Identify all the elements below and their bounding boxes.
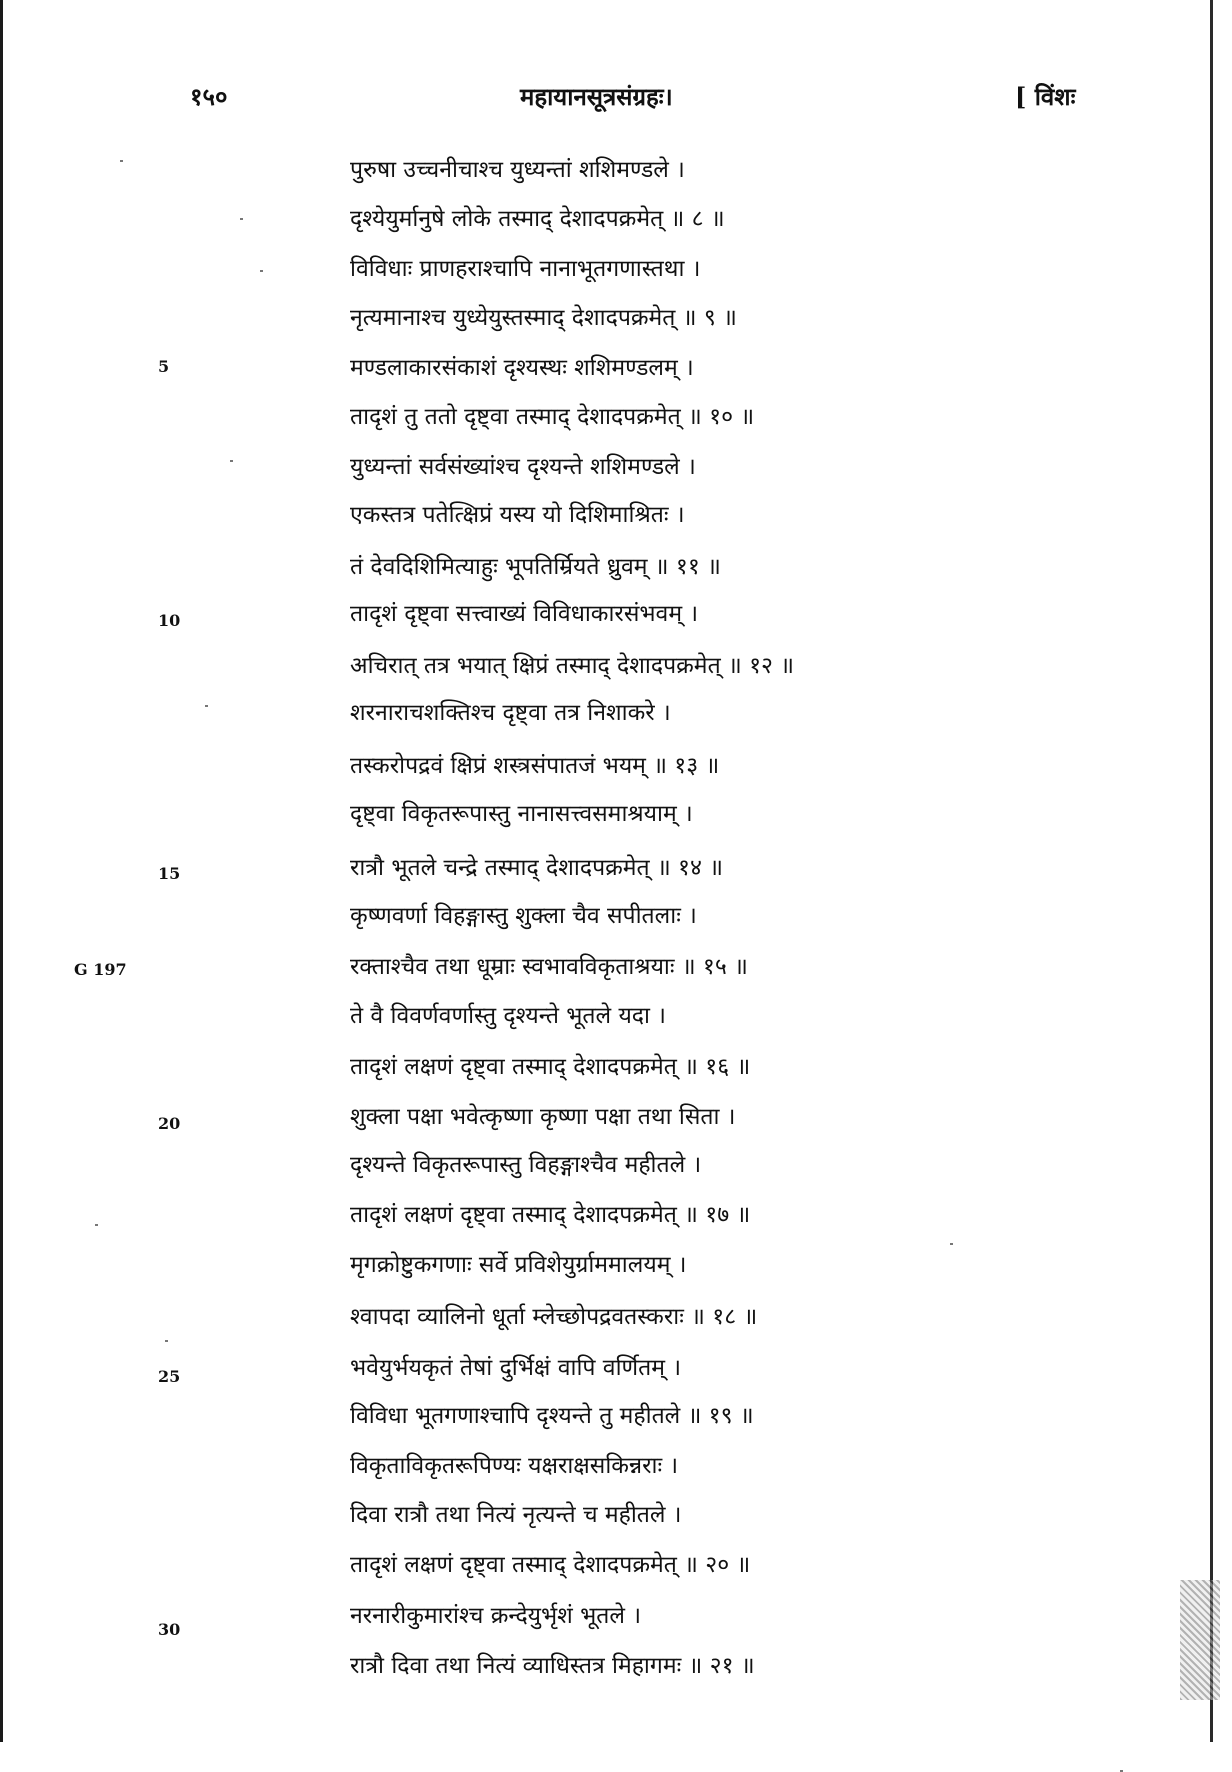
verse-line: कृष्णवर्णा विहङ्गास्तु शुक्ला चैव सपीतलाः । [350,903,697,929]
verse-line: तादृशं लक्षणं दृष्ट्वा तस्माद् देशादपक्रमेत् ॥ १७ ॥ [350,1202,751,1228]
verse-line: भवेयुर्भयकृतं तेषां दुर्भिक्षं वापि वर्णितम् । [350,1355,682,1381]
scan-speck [950,1243,953,1245]
verse-line: विविधाः प्राणहराश्चापि नानाभूतगणास्तथा । [350,256,701,282]
verse-line: पुरुषा उच्चनीचाश्च युध्यन्तां शशिमण्डले । [350,157,685,183]
scan-noise [1180,1580,1220,1700]
verse-line: नरनारीकुमारांश्च क्रन्देयुर्भृशं भूतले । [350,1603,642,1629]
verse-line: दिवा रात्रौ तथा नित्यं नृत्यन्ते च महीतले । [350,1502,682,1528]
verse-line: शरनाराचशक्तिश्च दृष्ट्वा तत्र निशाकरे । [350,700,671,726]
verse-line: मृगक्रोष्टुकगणाः सर्वे प्रविशेयुर्ग्राममालयम् । [350,1252,687,1278]
running-title: महायानसूत्रसंग्रहः। [520,82,673,111]
verse-line: रक्ताश्चैव तथा धूम्राः स्वभावविकृताश्रयाः ॥ १५ ॥ [350,954,748,980]
verse-line: नृत्यमानाश्च युध्येयुस्तस्माद् देशादपक्रमेत् ॥ ९ ॥ [350,305,737,331]
margin-line-number: 20 [158,1114,181,1133]
scan-speck [240,218,243,220]
verse-line: तादृशं तु ततो दृष्ट्वा तस्माद् देशादपक्रमेत् ॥ १० ॥ [350,404,755,430]
verse-line: दृश्यन्ते विकृतरूपास्तु विहङ्गाश्चैव महीतले । [350,1152,702,1178]
verse-line: एकस्तत्र पतेत्क्षिप्रं यस्य यो दिशिमाश्रितः । [350,502,685,528]
verse-line: तादृशं दृष्ट्वा सत्त्वाख्यं विविधाकारसंभवम् । [350,601,699,627]
scan-speck [205,705,208,707]
verse-line: मण्डलाकारसंकाशं दृश्यस्थः शशिमण्डलम् । [350,355,694,381]
verse-line: रात्रौ दिवा तथा नित्यं व्याधिस्तत्र मिहागमः ॥ २१ ॥ [350,1653,755,1679]
verse-line: विकृताविकृतरूपिण्यः यक्षराक्षसकिन्नराः । [350,1453,679,1479]
verse-line: दृश्येयुर्मानुषे लोके तस्माद् देशादपक्रमेत् ॥ ८ ॥ [350,206,725,232]
verse-line: शुक्ला पक्षा भवेत्कृष्णा कृष्णा पक्षा तथा सिता । [350,1104,736,1130]
section-mark: [ विंशः [1015,82,1076,111]
verse-line: रात्रौ भूतले चन्द्रे तस्माद् देशादपक्रमेत् ॥ १४ ॥ [350,855,724,881]
verse-line: युध्यन्तां सर्वसंख्यांश्च दृश्यन्ते शशिमण्डले । [350,454,696,480]
margin-line-number: 15 [158,864,181,883]
margin-line-number: 10 [158,611,181,630]
verse-line: श्वापदा व्यालिनो धूर्ता म्लेच्छोपद्रवतस्कराः ॥ १८ ॥ [350,1304,758,1330]
margin-line-number: 30 [158,1620,181,1639]
verse-line: तं देवदिशिमित्याहुः भूपतिर्म्रियते ध्रुवम् ॥ ११ ॥ [350,554,721,580]
verse-line: तस्करोपद्रवं क्षिप्रं शस्त्रसंपातजं भयम् ॥ १३ ॥ [350,753,720,779]
margin-reference: G 197 [74,960,127,979]
scan-speck [230,460,233,462]
margin-line-number: 25 [158,1367,181,1386]
verse-line: तादृशं लक्षणं दृष्ट्वा तस्माद् देशादपक्रमेत् ॥ २० ॥ [350,1552,751,1578]
verse-line: विविधा भूतगणाश्चापि दृश्यन्ते तु महीतले ॥ १९ ॥ [350,1403,754,1429]
page-number: १५० [190,82,228,111]
scan-speck [95,1224,98,1226]
margin-line-number: 5 [158,357,170,376]
verse-line: ते वै विवर्णवर्णास्तु दृश्यन्ते भूतले यदा । [350,1003,666,1029]
verse-line: अचिरात् तत्र भयात् क्षिप्रं तस्माद् देशादपक्रमेत् ॥ १२ ॥ [350,653,795,679]
page-right-edge [1210,0,1213,1742]
page-header [0,80,1232,120]
scan-speck [120,160,123,162]
scan-speck [165,1340,168,1342]
page-left-edge [0,0,3,1742]
verse-line: तादृशं लक्षणं दृष्ट्वा तस्माद् देशादपक्रमेत् ॥ १६ ॥ [350,1054,751,1080]
scan-speck [260,270,263,272]
verse-line: दृष्ट्वा विकृतरूपास्तु नानासत्त्वसमाश्रयाम् । [350,801,693,827]
